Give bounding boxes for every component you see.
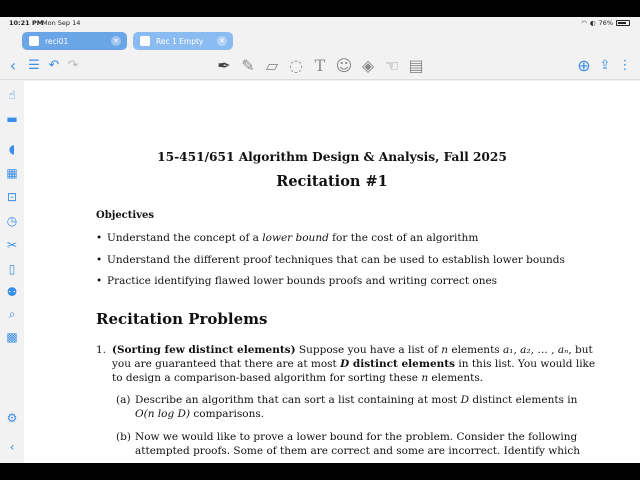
close-tab-icon[interactable]: ✕ [111,36,121,46]
calculator-icon[interactable]: ▦ [6,166,18,180]
tab-bar [0,29,640,51]
document-icon[interactable]: ▯ [8,262,16,276]
tab-rec1-empty[interactable] [133,32,233,50]
battery-icon [616,20,630,26]
search-icon[interactable]: ⌕ [8,307,16,321]
collapse-icon[interactable]: ‹ [9,440,15,454]
bottom-bezel [0,463,640,480]
left-tool-rail [0,81,24,463]
tab-label: reci01 [45,36,69,46]
text-icon[interactable]: T [314,56,326,75]
page-title: Recitation #1 [276,173,388,190]
redo-icon[interactable]: ↷ [67,58,79,73]
objective-item: • Practice identifying flawed lower bounds proofs and writing correct ones [96,275,498,287]
sticker-icon[interactable]: ☺ [335,56,353,75]
undo-icon[interactable]: ↶ [48,58,60,73]
problem-line-3: to design a comparison-based algorithm for sorting these n elements. [112,372,484,384]
status-time: 10:21 PM [9,19,44,27]
part-b-line-1: Now we would like to prove a lower bound for the problem. Consider the following [135,431,578,443]
close-tab-icon[interactable]: ✕ [217,36,227,46]
share-icon[interactable]: ⇪ [599,58,611,73]
section-heading: Recitation Problems [96,310,268,328]
document-page[interactable] [24,81,640,463]
add-icon[interactable]: ⊕ [577,56,591,75]
chevron-left-icon[interactable]: ‹ [9,56,17,75]
tab-label: Rec 1 Empty [156,36,204,46]
toolbar [0,52,640,80]
wifi-icon: ◠ [581,19,587,27]
eraser-icon[interactable]: ▱ [265,56,279,75]
more-icon[interactable]: ⋮ [618,58,632,73]
hand-icon[interactable]: ☝ [8,88,16,102]
objective-item: • Understand the different proof techniques that can be used to establish lower bounds [96,254,565,266]
part-b-label: (b) [116,431,131,443]
image-icon[interactable]: ▩ [6,330,18,344]
lasso-icon[interactable]: ◌ [289,56,303,75]
robot-icon[interactable]: ⚉ [6,285,18,299]
tool-icon[interactable]: ▤ [408,56,424,75]
document-thumb-icon [29,36,39,46]
pen-icon[interactable]: ✒ [217,56,231,75]
scissors-icon[interactable]: ✂ [6,238,18,252]
hand-icon[interactable]: ☜ [384,56,400,75]
status-bar [0,17,640,29]
objective-item: • Understand the concept of a lower bound for the cost of an algorithm [96,232,479,244]
part-a-line-1: Describe an algorithm that can sort a list containing at most D distinct elements in [135,394,578,406]
course-heading: 15-451/651 Algorithm Design & Analysis, Fall 2025 [157,150,507,164]
bookmark-icon[interactable]: ⊡ [6,190,18,204]
tab-reci01[interactable] [22,32,127,50]
problem-number: 1. [96,344,107,356]
gear-icon[interactable]: ⚙ [6,411,18,425]
problem-line-2: you are guaranteed that there are at most D distinct elements in this list. You would like [112,358,596,370]
problem-line-1: (Sorting few distinct elements) Suppose you have a list of n elements a₁, a₂, … , aₙ, but [112,344,593,356]
timer-icon[interactable]: ◷ [6,214,18,228]
list-icon[interactable]: ☰ [28,58,40,73]
battery-percent: 76% [598,19,613,27]
pencil-icon[interactable]: ✎ [241,56,255,75]
document-thumb-icon [140,36,150,46]
ruler-icon[interactable]: ▬ [6,112,18,126]
objectives-heading: Objectives [96,210,154,221]
shapes-icon[interactable]: ◈ [361,56,375,75]
part-a-label: (a) [116,394,131,406]
status-date: Mon Sep 14 [42,19,81,27]
headphones-icon: ◐ [589,19,596,27]
microphone-icon[interactable]: ◖ [8,142,16,156]
part-b-line-2: attempted proofs. Some of them are correct and some are incorrect. Identify which [135,445,581,457]
status-right [581,19,630,27]
part-a-line-2: O(n log D) comparisons. [135,408,265,420]
